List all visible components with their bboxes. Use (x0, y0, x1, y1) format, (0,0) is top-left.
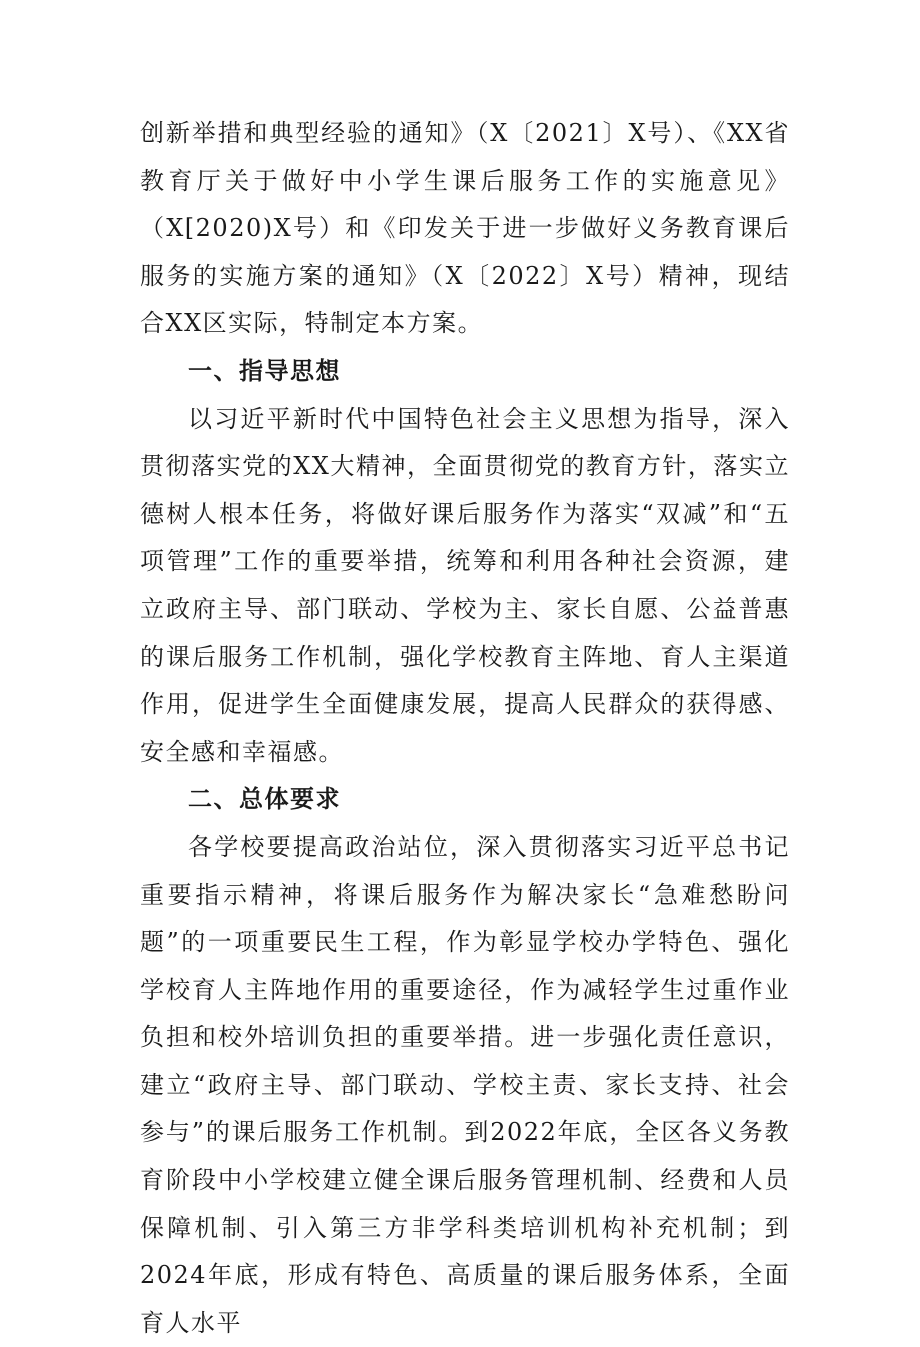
intro-paragraph: 创新举措和典型经验的通知》（X〔2021〕X号）、《XX省教育厅关于做好中小学生课后服务工作的实施意见》（X[2020)X号）和《印发关于进一步做好义务教育课后服务的实施方案的通知》（X〔2022〕X号）精神，现结合XX区实际，特制定本方案。 (140, 119, 790, 338)
document-page (140, 110, 790, 1347)
section-body-general-requirements: 各学校要提高政治站位，深入贯彻落实习近平总书记重要指示精神，将课后服务作为解决家长“急难愁盼问题”的一项重要民生工程，作为彰显学校办学特色、强化学校育人主阵地作用的重要途径，作为减轻学生过重作业负担和校外培训负担的重要举措。进一步强化责任意识，建立“政府主导、部门联动、学校主责、家长支持、社会参与”的课后服务工作机制。到2022年底，全区各义务教育阶段中小学校建立健全课后服务管理机制、经费和人员保障机制、引入第三方非学科类培训机构补充机制；到2024年底，形成有特色、高质量的课后服务体系，全面育人水平 (140, 832, 790, 1337)
section-body-guiding-ideology: 以习近平新时代中国特色社会主义思想为指导，深入贯彻落实党的XX大精神，全面贯彻党的教育方针，落实立德树人根本任务，将做好课后服务作为落实“双减”和“五项管理”工作的重要举措，统筹和利用各种社会资源，建立政府主导、部门联动、学校为主、家长自愿、公益普惠的课后服务工作机制，强化学校教育主阵地、育人主渠道作用，促进学生全面健康发展，提高人民群众的获得感、安全感和幸福感。 (140, 404, 790, 766)
section-heading-guiding-ideology: 一、指导思想 (188, 356, 341, 385)
section-heading-general-requirements: 二、总体要求 (188, 785, 341, 814)
